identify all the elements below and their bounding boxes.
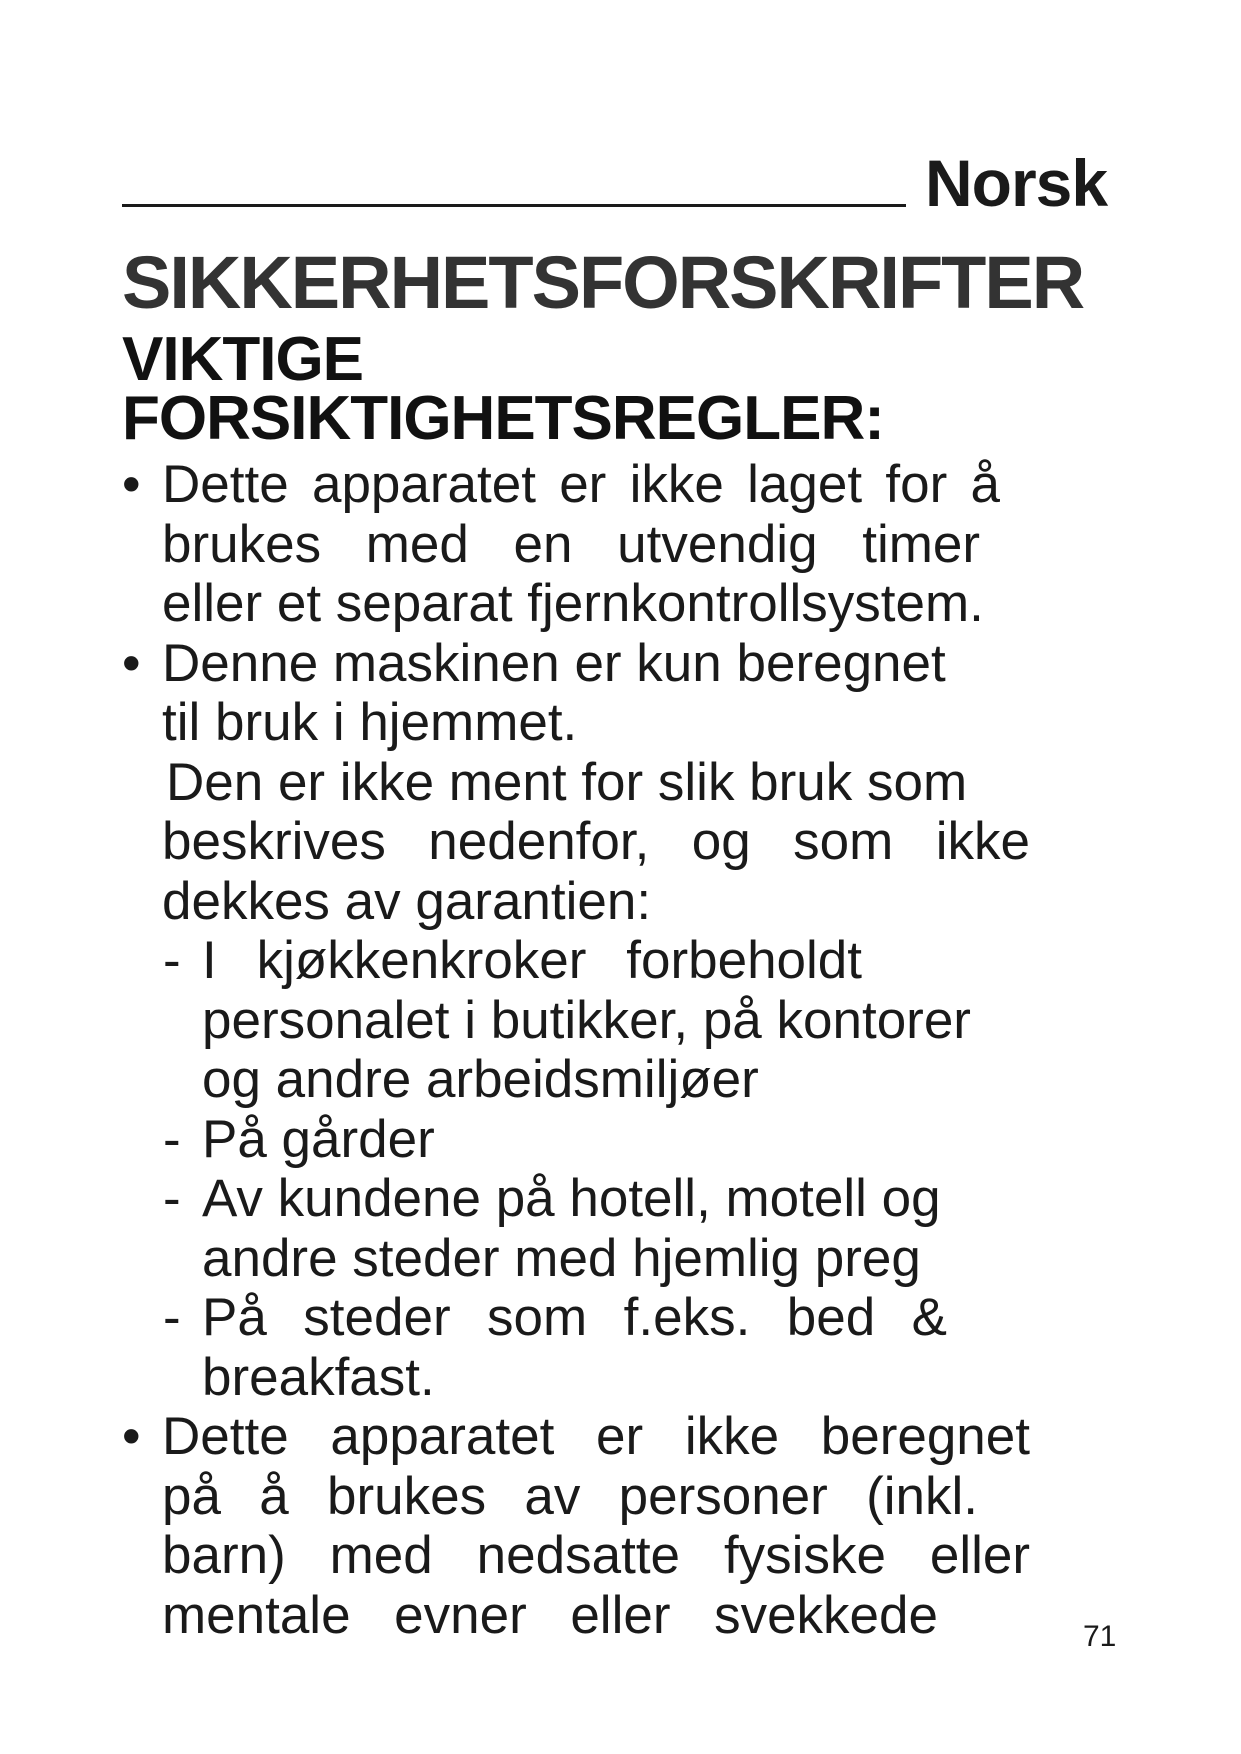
sub-list-item bbox=[122, 1110, 1132, 1170]
text-line: På gårder bbox=[202, 1109, 435, 1169]
language-label: Norsk bbox=[925, 146, 1108, 220]
sub-list-item bbox=[122, 931, 1132, 1110]
dash-icon: - bbox=[163, 1288, 181, 1347]
text-line: personalet i butikker, på kontorer bbox=[202, 990, 971, 1050]
bullet-icon: • bbox=[122, 1407, 141, 1466]
text-line: til bruk i hjemmet. bbox=[162, 693, 578, 752]
text-line: Av kundene på hotell, motell og bbox=[202, 1169, 941, 1228]
text-line: breakfast. bbox=[202, 1347, 435, 1407]
list-item bbox=[122, 1407, 1132, 1645]
page-number: 71 bbox=[1083, 1620, 1117, 1653]
text-line: På steder som f.eks. bed & bbox=[202, 1288, 947, 1347]
text-line: Den er ikke ment for slik bruk som bbox=[166, 752, 968, 812]
text-line: barn) med nedsatte fysiske eller bbox=[162, 1526, 1030, 1585]
text-line: eller et separat fjernkontrollsystem. bbox=[162, 574, 984, 633]
sub-list-item bbox=[122, 1169, 1132, 1288]
sub-list-item bbox=[122, 1288, 1132, 1407]
text-line: Dette apparatet er ikke beregnet bbox=[162, 1407, 1030, 1466]
dash-icon: - bbox=[163, 931, 181, 990]
list-item bbox=[122, 455, 1132, 634]
section-heading-line: VIKTIGE bbox=[122, 325, 364, 394]
dash-icon: - bbox=[163, 1169, 181, 1228]
page-title: SIKKERHETSFORSKRIFTER bbox=[122, 241, 1084, 324]
header-rule bbox=[122, 204, 906, 207]
text-line: mentale evner eller svekkede bbox=[162, 1585, 938, 1645]
list-item-continuation bbox=[122, 753, 1132, 932]
text-line: I kjøkkenkroker forbeholdt bbox=[202, 931, 862, 990]
text-line: brukes med en utvendig timer bbox=[162, 514, 980, 574]
bullet-icon: • bbox=[122, 455, 141, 514]
list-item bbox=[122, 634, 1132, 753]
text-line: dekkes av garantien: bbox=[162, 871, 652, 931]
text-line: beskrives nedenfor, og som ikke bbox=[162, 812, 1030, 871]
safety-list bbox=[122, 455, 1132, 1645]
text-line: andre steder med hjemlig preg bbox=[202, 1228, 921, 1288]
dash-icon: - bbox=[163, 1109, 181, 1169]
text-line: på å brukes av personer (inkl. bbox=[162, 1466, 978, 1526]
text-line: Denne maskinen er kun beregnet bbox=[162, 633, 946, 693]
text-line: Dette apparatet er ikke laget for å bbox=[162, 455, 1000, 514]
bullet-icon: • bbox=[122, 633, 141, 693]
section-heading-line: FORSIKTIGHETSREGLER: bbox=[122, 384, 884, 453]
text-line: og andre arbeidsmiljøer bbox=[202, 1050, 759, 1109]
section-heading bbox=[122, 325, 884, 453]
